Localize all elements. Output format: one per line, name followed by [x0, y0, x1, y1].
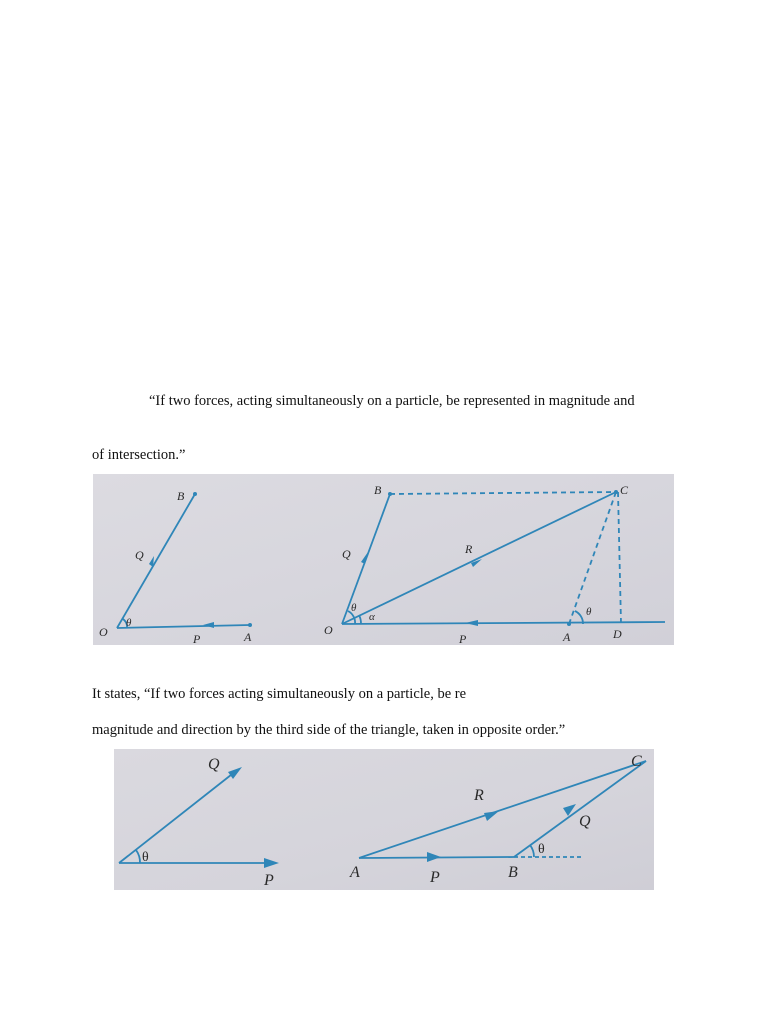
triangle-law-figure	[114, 749, 654, 890]
label-p: P	[264, 872, 274, 889]
label-theta-2: θ	[586, 606, 592, 618]
figure-background	[114, 749, 654, 890]
label-theta: θ	[351, 602, 357, 614]
label-b: B	[508, 864, 518, 881]
label-theta: θ	[142, 850, 149, 865]
label-theta: θ	[538, 842, 545, 857]
parallelogram-law-text-line2: of intersection.”	[92, 447, 186, 463]
label-r: R	[474, 787, 484, 804]
label-o: O	[99, 625, 108, 639]
point-a-dot	[248, 623, 252, 627]
label-d: D	[613, 627, 622, 641]
triangle-law-text-line1: It states, “If two forces acting simultaneously on a particle, be re	[92, 686, 467, 702]
label-b: B	[177, 489, 185, 503]
point-b-dot	[388, 492, 392, 496]
point-b-dot	[193, 492, 197, 496]
label-o: O	[324, 623, 333, 637]
triangle-law-text-line2: magnitude and direction by the third side of the triangle, taken in opposite order.”	[92, 722, 566, 738]
label-c: C	[631, 753, 642, 770]
label-p: P	[193, 632, 201, 645]
label-a: A	[350, 864, 360, 881]
label-q: Q	[579, 813, 591, 830]
label-r: R	[465, 542, 473, 556]
parallelogram-law-text-line1: “If two forces, acting simultaneously on a particle, be represented in magnitude and	[149, 393, 635, 409]
label-p: P	[459, 632, 467, 645]
parallelogram-law-figure	[93, 474, 674, 645]
label-theta: θ	[126, 617, 132, 629]
label-q: Q	[208, 756, 220, 773]
label-c: C	[620, 483, 629, 497]
label-b: B	[374, 483, 382, 497]
label-alpha: α	[369, 611, 375, 623]
label-p: P	[430, 869, 440, 886]
point-a-dot	[567, 622, 571, 626]
point-c-dot	[614, 490, 618, 494]
label-a: A	[563, 630, 571, 644]
label-a: A	[244, 630, 252, 644]
label-q: Q	[342, 547, 351, 561]
label-q: Q	[135, 548, 144, 562]
